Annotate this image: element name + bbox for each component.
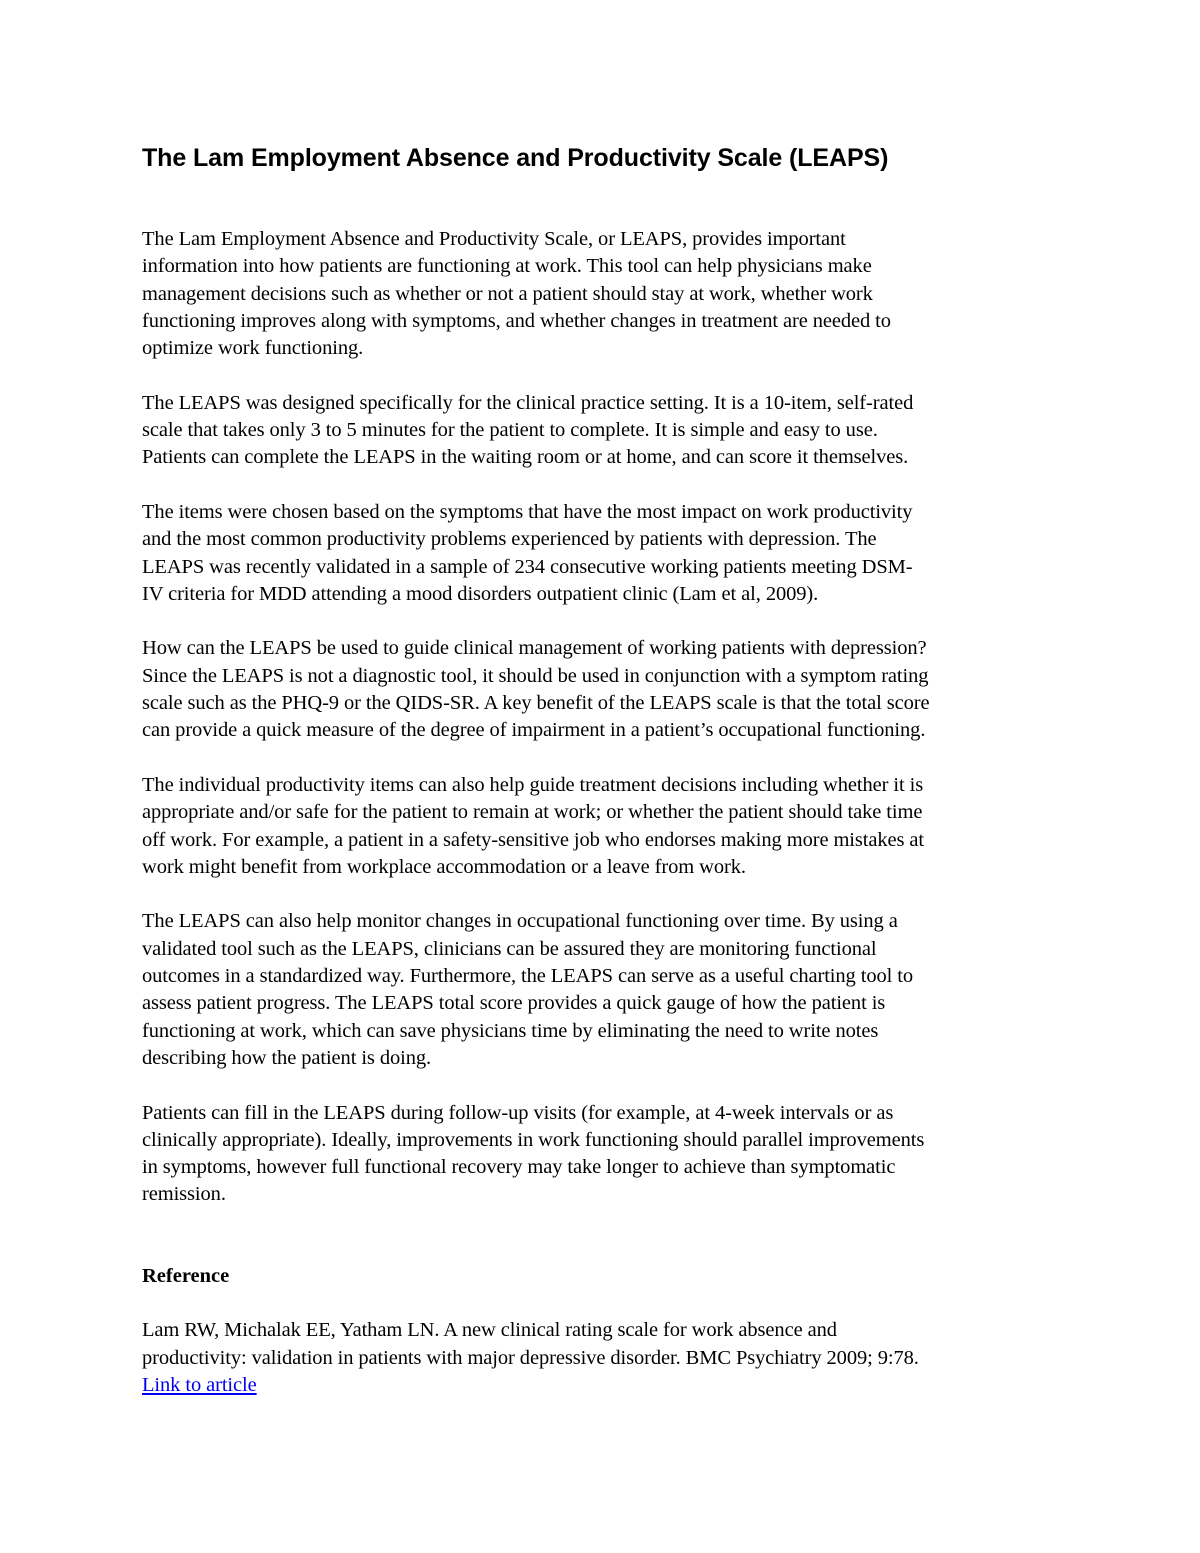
- text-line: Patients can fill in the LEAPS during follow-up visits (for example, at 4-week intervals or as: [142, 1101, 894, 1124]
- text-line: and the most common productivity problems experienced by patients with depression. The: [142, 528, 877, 551]
- text-line: The Lam Employment Absence and Productivity Scale, or LEAPS, provides important: [142, 228, 846, 250]
- text-line: outcomes in a standardized way. Furthermore, the LEAPS can serve as a useful charting tool to: [142, 965, 913, 988]
- reference-citation: [142, 1317, 1072, 1399]
- text-line: The individual productivity items can also help guide treatment decisions including whether it is: [142, 773, 924, 796]
- text-line: clinically appropriate). Ideally, improvements in work functioning should parallel improvements: [142, 1128, 925, 1151]
- text-line: information into how patients are functioning at work. This tool can help physicians make: [142, 255, 872, 278]
- text-line: appropriate and/or safe for the patient to remain at work; or whether the patient should take time: [142, 801, 923, 824]
- text-line: Since the LEAPS is not a diagnostic tool, it should be used in conjunction with a symptom rating: [142, 664, 929, 687]
- text-line: optimize work functioning.: [142, 337, 364, 360]
- link-to-article[interactable]: Link to article: [142, 1373, 257, 1396]
- text-line: in symptoms, however full functional recovery may take longer to achieve than symptomatic: [142, 1156, 896, 1179]
- text-line: Patients can complete the LEAPS in the waiting room or at home, and can score it themselves.: [142, 446, 909, 469]
- text-line: Lam RW, Michalak EE, Yatham LN. A new clinical rating scale for work absence and: [142, 1319, 837, 1342]
- text-line: The LEAPS can also help monitor changes in occupational functioning over time. By using a: [142, 910, 898, 933]
- document-page: [142, 138, 1072, 1426]
- text-line: How can the LEAPS be used to guide clinical management of working patients with depression?: [142, 637, 927, 660]
- paragraph-clinical-use: [142, 635, 1072, 744]
- text-line: The LEAPS was designed specifically for the clinical practice setting. It is a 10-item, self-rated: [142, 391, 914, 414]
- text-line: scale such as the PHQ-9 or the QIDS-SR. A key benefit of the LEAPS scale is that the total score: [142, 692, 930, 715]
- text-line: productivity: validation in patients with major depressive disorder. BMC Psychiatry 2009; 9:78.: [142, 1346, 919, 1369]
- reference-link-line: [142, 1372, 1072, 1399]
- document-title: The Lam Employment Absence and Productivity Scale (LEAPS): [142, 144, 889, 172]
- text-line: off work. For example, a patient in a safety-sensitive job who endorses making more mistakes at: [142, 828, 925, 851]
- paragraph-intro: [142, 226, 1072, 362]
- paragraph-design: [142, 390, 1072, 472]
- text-line: functioning at work, which can save physicians time by eliminating the need to write notes: [142, 1019, 879, 1042]
- text-line: work might benefit from workplace accommodation or a leave from work.: [142, 855, 746, 878]
- paragraph-follow-up: [142, 1100, 1072, 1209]
- text-line: The items were chosen based on the symptoms that have the most impact on work productivity: [142, 500, 913, 523]
- text-line: functioning improves along with symptoms, and whether changes in treatment are needed to: [142, 309, 891, 332]
- reference-heading: Reference: [142, 1264, 230, 1287]
- text-line: scale that takes only 3 to 5 minutes for the patient to complete. It is simple and easy to use.: [142, 419, 878, 442]
- text-line: describing how the patient is doing.: [142, 1046, 432, 1069]
- text-line: LEAPS was recently validated in a sample of 234 consecutive working patients meeting DSM-: [142, 555, 913, 578]
- paragraph-treatment: [142, 772, 1072, 881]
- paragraph-items: [142, 499, 1072, 608]
- text-line: can provide a quick measure of the degree of impairment in a patient’s occupational functioning.: [142, 719, 926, 742]
- text-line: IV criteria for MDD attending a mood disorders outpatient clinic (Lam et al, 2009).: [142, 582, 819, 605]
- text-line: validated tool such as the LEAPS, clinicians can be assured they are monitoring functional: [142, 937, 877, 960]
- paragraph-monitoring: [142, 908, 1072, 1072]
- text-line: remission.: [142, 1183, 226, 1206]
- text-line: assess patient progress. The LEAPS total score provides a quick gauge of how the patient is: [142, 992, 886, 1015]
- text-line: management decisions such as whether or not a patient should stay at work, whether work: [142, 282, 873, 305]
